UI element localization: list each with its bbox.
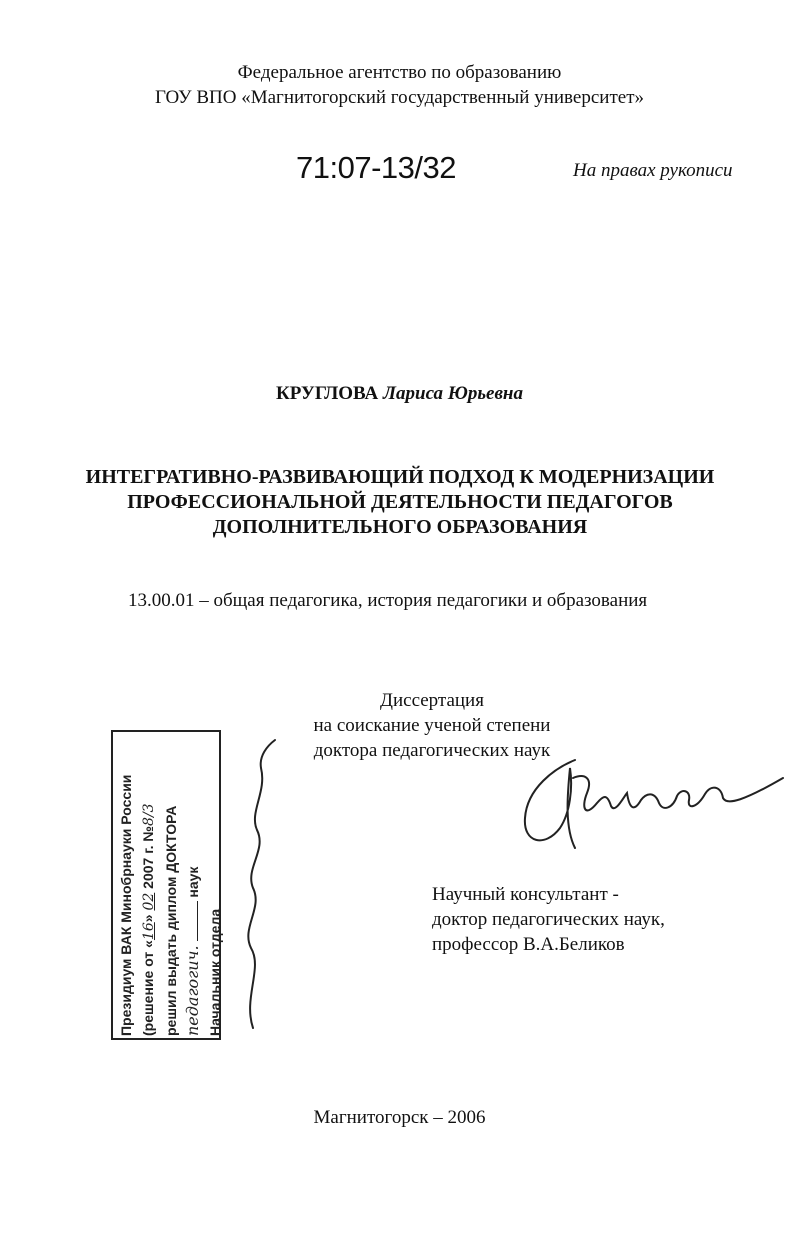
author-given-names: Лариса Юрьевна: [382, 383, 523, 404]
title-line-1: ИНТЕГРАТИВНО-РАЗВИВАЮЩИЙ ПОДХОД К МОДЕРНИЗАЦИИ: [85, 466, 715, 488]
dissertation-title: [20, 465, 780, 540]
stamp-month: 02: [141, 892, 157, 911]
stamp-line-4-suffix: наук: [185, 866, 201, 898]
stamp-line-4: [182, 726, 204, 1036]
city-year: Магнитогорск – 2006: [313, 1107, 486, 1128]
specialty-code: 13.00.01 – общая педагогика, история педагогики и образования: [128, 590, 648, 611]
stamp-line-2-mid: »: [140, 914, 156, 923]
title-line-3: ДОПОЛНИТЕЛЬНОГО ОБРАЗОВАНИЯ: [212, 516, 588, 538]
stamp-line-3: решил выдать диплом ДОКТОРА: [163, 805, 179, 1036]
consultant-line-3: профессор В.А.Беликов: [432, 934, 625, 955]
header-block: [0, 60, 799, 110]
consultant-info: [432, 882, 665, 957]
stamp-line-2-prefix: (решение от «: [140, 940, 156, 1036]
diss-line-3: доктора педагогических наук: [313, 740, 551, 761]
stamp-blank: [197, 902, 198, 942]
stamp-line-2-year: 2007 г. №: [140, 825, 156, 889]
author-surname: КРУГЛОВА: [276, 383, 379, 404]
consultant-line-2: доктор педагогических наук,: [432, 909, 665, 930]
stamp-day: 16: [141, 922, 157, 941]
catalog-number: 71:07-13/32: [296, 150, 456, 185]
diss-line-1: Диссертация: [380, 690, 484, 711]
vak-stamp: [105, 710, 270, 1036]
stamp-line-5: Начальник отдела: [207, 908, 223, 1036]
stamp-line-1: Президиум ВАК Минобрнауки России: [118, 774, 134, 1036]
university-name: ГОУ ВПО «Магнитогорский государственный университет»: [154, 87, 644, 108]
stamp-line-2: [137, 726, 160, 1036]
author-name: [0, 383, 799, 405]
author-signature: [515, 748, 785, 858]
agency-name: Федеральное агентство по образованию: [237, 62, 562, 83]
title-line-2: ПРОФЕССИОНАЛЬНОЙ ДЕЯТЕЛЬНОСТИ ПЕДАГОГОВ: [127, 491, 673, 513]
stamp-number: 8/3: [141, 803, 157, 826]
stamp-signature: [223, 738, 283, 1038]
rights-note: На правах рукописи: [573, 160, 733, 181]
stamp-field: педагогич.: [183, 945, 202, 1036]
consultant-line-1: Научный консультант -: [432, 884, 619, 905]
diss-line-2: на соискание ученой степени: [313, 715, 551, 736]
